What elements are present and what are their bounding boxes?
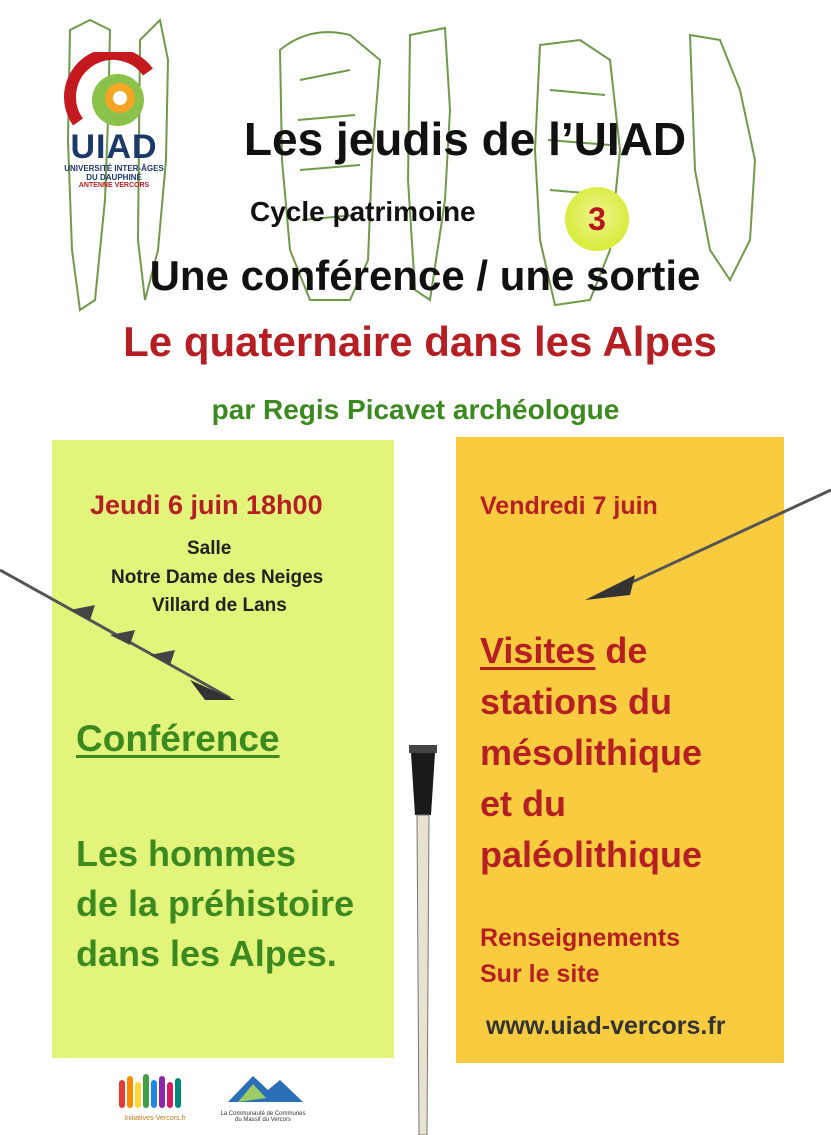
uiad-logo-mark [48, 52, 180, 134]
partner-2-line-2: du Massif du Vercors [234, 1117, 292, 1123]
logo-line-3: ANTENNE VERCORS [78, 182, 150, 189]
logo-line-1: UNIVERSITÉ INTER-ÂGES [64, 164, 164, 173]
conference-label: Conférence [76, 718, 280, 759]
info-line-2: Sur le site [480, 960, 600, 988]
logo-name: UIAD [70, 128, 158, 166]
logo-line-2: DU DAUPHINÉ [86, 173, 142, 182]
visit-line-5: paléolithique [480, 834, 703, 875]
page-title: Les jeudis de l’UIAD [243, 113, 687, 165]
people-icon [115, 1072, 195, 1110]
visit-line-1 [480, 630, 647, 672]
subtitle: Une conférence / une sortie [149, 252, 701, 299]
speaker-line: par Regis Picavet archéologue [211, 394, 620, 425]
venue-line-3: Villard de Lans [152, 595, 287, 616]
initiatives-vercors-logo [115, 1072, 195, 1122]
partner-2-line-1: La Communauté de Communes [220, 1111, 306, 1117]
visit-word: Visites [480, 630, 596, 671]
cycle-label: Cycle patrimoine [250, 196, 476, 227]
topic-title: Le quaternaire dans les Alpes [123, 318, 717, 365]
visit-word-rest: de [595, 630, 648, 671]
conference-date: Jeudi 6 juin 18h00 [90, 490, 323, 520]
conference-description-2: de la préhistoire [76, 883, 355, 924]
conference-description-1: Les hommes [76, 833, 297, 874]
info-line-1: Renseignements [480, 924, 681, 952]
website-link[interactable]: www.uiad-vercors.fr [486, 1012, 726, 1040]
cycle-number-badge: 3 [565, 187, 629, 251]
communaute-communes-logo [208, 1068, 318, 1130]
outing-date: Vendredi 7 juin [480, 492, 658, 520]
visit-line-2: stations du [480, 681, 673, 722]
spear-illustration [405, 745, 441, 1135]
uiad-logo [48, 52, 180, 190]
venue-line-1: Salle [187, 538, 232, 559]
partner-1-name: Initiatives-Vercors.fr [124, 1115, 186, 1122]
visit-line-3: mésolithique [480, 732, 703, 773]
mountain-icon [208, 1068, 318, 1106]
venue-line-2: Notre Dame des Neiges [111, 567, 324, 588]
visit-line-4: et du [480, 783, 566, 824]
conference-description-3: dans les Alpes. [76, 933, 337, 974]
